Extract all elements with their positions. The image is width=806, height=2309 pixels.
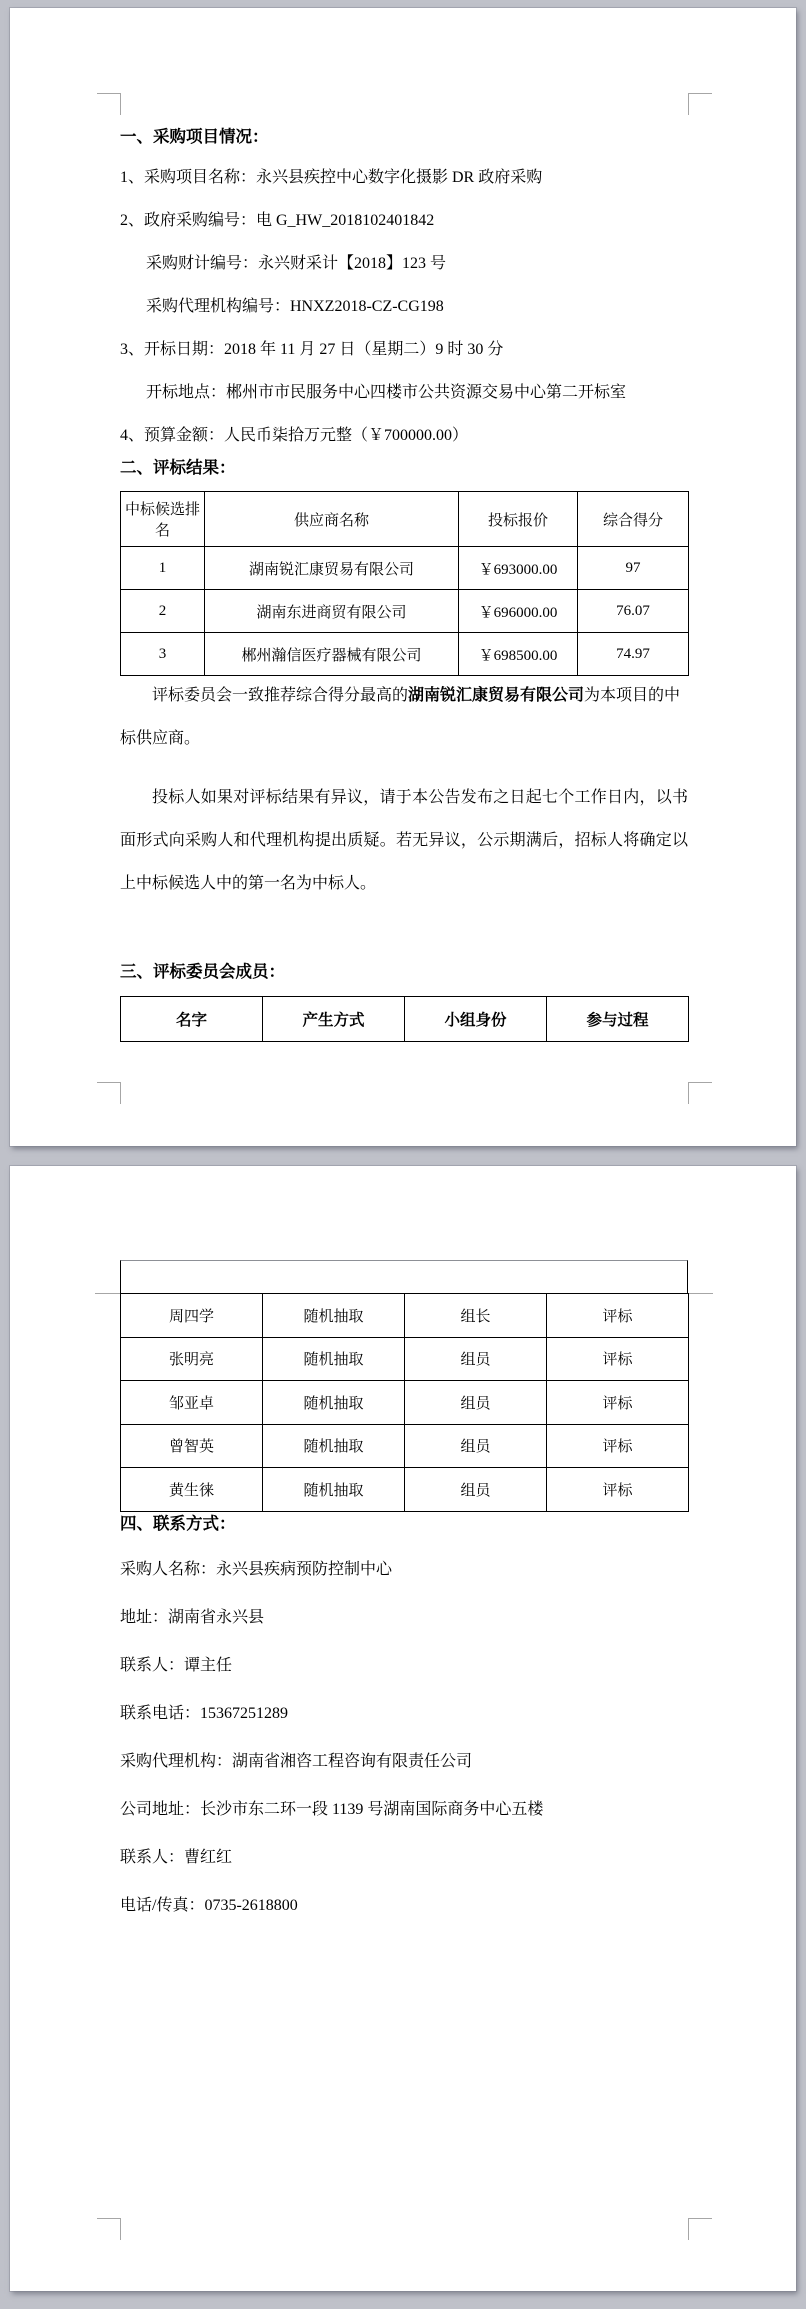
cell-price: ￥696000.00 bbox=[459, 590, 578, 633]
margin-mark-bottom-right bbox=[688, 2218, 712, 2240]
cell-price: ￥693000.00 bbox=[459, 547, 578, 590]
col-header-rank: 中标候选排名 bbox=[121, 492, 205, 547]
cell-member-name: 黄生徕 bbox=[121, 1468, 263, 1512]
cell-role: 组长 bbox=[405, 1294, 547, 1338]
cell-method: 随机抽取 bbox=[263, 1294, 405, 1338]
doc-line-agency-number: 采购代理机构编号：HNXZ2018-CZ-CG198 bbox=[146, 298, 444, 315]
cell-method: 随机抽取 bbox=[263, 1424, 405, 1468]
contact-buyer-address: 地址：湖南省永兴县 bbox=[120, 1609, 265, 1626]
margin-mark-bottom-left bbox=[97, 2218, 121, 2240]
cell-member-name: 曾智英 bbox=[121, 1424, 263, 1468]
cell-price: ￥698500.00 bbox=[459, 633, 578, 676]
table-header-row bbox=[121, 492, 689, 547]
doc-line-gov-number: 2、政府采购编号：电 G_HW_2018102401842 bbox=[120, 212, 435, 229]
committee-table-header bbox=[120, 996, 689, 1042]
contact-buyer-phone: 联系电话：15367251289 bbox=[120, 1705, 289, 1722]
col-header-supplier: 供应商名称 bbox=[205, 492, 459, 547]
cell-process: 评标 bbox=[547, 1468, 689, 1512]
cell-rank: 3 bbox=[121, 633, 205, 676]
col-header-method: 产生方式 bbox=[263, 997, 405, 1042]
cell-rank: 2 bbox=[121, 590, 205, 633]
result-paragraph bbox=[120, 674, 688, 760]
doc-line-finance-number: 采购财计编号：永兴财采计【2018】123 号 bbox=[146, 255, 447, 272]
table-row bbox=[121, 1294, 689, 1338]
cell-score: 76.07 bbox=[578, 590, 689, 633]
cell-process: 评标 bbox=[547, 1424, 689, 1468]
cell-score: 97 bbox=[578, 547, 689, 590]
margin-mark-bottom-left bbox=[97, 1082, 121, 1104]
section1-heading: 一、采购项目情况： bbox=[120, 127, 269, 146]
col-header-score: 综合得分 bbox=[578, 492, 689, 547]
cell-supplier: 郴州瀚信医疗器械有限公司 bbox=[205, 633, 459, 676]
margin-mark-top-right bbox=[688, 93, 712, 115]
cell-role: 组员 bbox=[405, 1381, 547, 1425]
table-row bbox=[121, 590, 689, 633]
cell-member-name: 邹亚卓 bbox=[121, 1381, 263, 1425]
table-row bbox=[121, 633, 689, 676]
cell-rank: 1 bbox=[121, 547, 205, 590]
contact-agency-address: 公司地址：长沙市东二环一段 1139 号湖南国际商务中心五楼 bbox=[120, 1801, 544, 1818]
section4-heading: 四、联系方式： bbox=[120, 1514, 236, 1533]
table-row bbox=[121, 1381, 689, 1425]
doc-line-open-date: 3、开标日期：2018 年 11 月 27 日（星期二）9 时 30 分 bbox=[120, 341, 504, 358]
col-header-role: 小组身份 bbox=[405, 997, 547, 1042]
cell-role: 组员 bbox=[405, 1468, 547, 1512]
result-text-post: 为本项目的中标供应商。 bbox=[120, 687, 681, 747]
table-continuation-strip bbox=[120, 1260, 688, 1293]
doc-line-open-place: 开标地点：郴州市市民服务中心四楼市公共资源交易中心第二开标室 bbox=[146, 384, 627, 401]
cell-score: 74.97 bbox=[578, 633, 689, 676]
cell-member-name: 张明亮 bbox=[121, 1337, 263, 1381]
bid-result-table bbox=[120, 491, 689, 676]
cell-supplier: 湖南东进商贸有限公司 bbox=[205, 590, 459, 633]
table-row bbox=[121, 547, 689, 590]
cell-supplier: 湖南锐汇康贸易有限公司 bbox=[205, 547, 459, 590]
cell-member-name: 周四学 bbox=[121, 1294, 263, 1338]
cell-method: 随机抽取 bbox=[263, 1468, 405, 1512]
margin-mark-bottom-right bbox=[688, 1082, 712, 1104]
doc-line-project-name: 1、采购项目名称：永兴县疾控中心数字化摄影 DR 政府采购 bbox=[120, 169, 543, 186]
col-header-process: 参与过程 bbox=[547, 997, 689, 1042]
margin-mark-top-left bbox=[95, 1293, 120, 1315]
cell-process: 评标 bbox=[547, 1294, 689, 1338]
contact-agency-person: 联系人：曹红红 bbox=[120, 1849, 233, 1866]
col-header-name: 名字 bbox=[121, 997, 263, 1042]
contact-buyer-name: 采购人名称：永兴县疾病预防控制中心 bbox=[120, 1561, 393, 1578]
margin-mark-top-left bbox=[97, 93, 121, 115]
cell-process: 评标 bbox=[547, 1381, 689, 1425]
cell-process: 评标 bbox=[547, 1337, 689, 1381]
doc-line-budget: 4、预算金额：人民币柒拾万元整（￥700000.00） bbox=[120, 427, 469, 444]
margin-mark-top-right bbox=[688, 1293, 713, 1315]
section3-heading: 三、评标委员会成员： bbox=[120, 962, 285, 981]
table-header-row bbox=[121, 997, 689, 1042]
contact-agency-name: 采购代理机构：湖南省湘咨工程咨询有限责任公司 bbox=[120, 1753, 473, 1770]
cell-role: 组员 bbox=[405, 1337, 547, 1381]
committee-table-rows bbox=[120, 1293, 689, 1512]
cell-role: 组员 bbox=[405, 1424, 547, 1468]
table-row bbox=[121, 1337, 689, 1381]
contact-buyer-person: 联系人：谭主任 bbox=[120, 1657, 233, 1674]
col-header-price: 投标报价 bbox=[459, 492, 578, 547]
contact-agency-fax: 电话/传真：0735-2618800 bbox=[120, 1897, 298, 1914]
result-text-pre: 评标委员会一致推荐综合得分最高的 bbox=[152, 687, 409, 704]
section2-heading: 二、评标结果： bbox=[120, 458, 236, 477]
winning-supplier-name: 湖南锐汇康贸易有限公司 bbox=[408, 687, 585, 704]
page-2[interactable] bbox=[10, 1166, 796, 2291]
table-row bbox=[121, 1424, 689, 1468]
cell-method: 随机抽取 bbox=[263, 1337, 405, 1381]
page-1[interactable] bbox=[10, 8, 796, 1146]
objection-paragraph: 投标人如果对评标结果有异议，请于本公告发布之日起七个工作日内，以书面形式向采购人和代理机构提出质疑。若无异议，公示期满后，招标人将确定以上中标候选人中的第一名为中标人。 bbox=[120, 789, 688, 892]
cell-method: 随机抽取 bbox=[263, 1381, 405, 1425]
